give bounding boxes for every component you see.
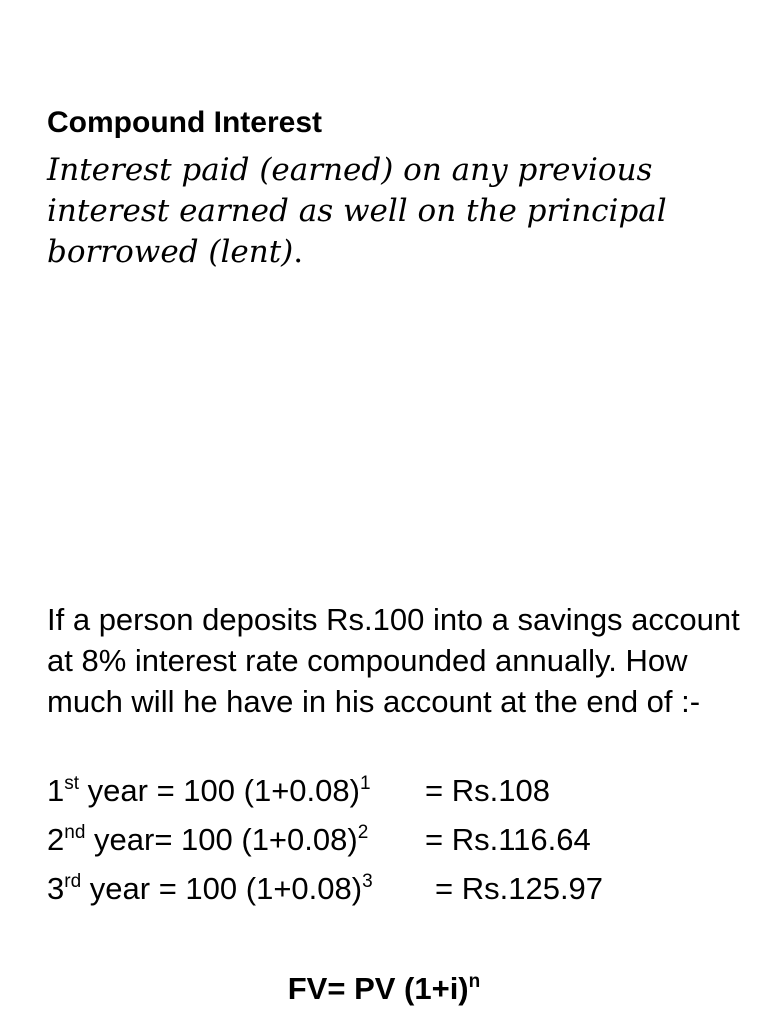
calculation-expression: year= 100 (1+0.08) (94, 822, 358, 857)
calculation-expression: year = 100 (1+0.08) (89, 871, 363, 906)
page-title: Compound Interest (47, 106, 322, 139)
calculation-exponent: 3 (362, 871, 373, 892)
calculation-result: = Rs.108 (425, 773, 550, 808)
calculation-row-year-3 (47, 871, 604, 907)
definition-body: Interest paid (earned) on any previous interest earned as well on the principal borrowed (lent) (47, 152, 667, 270)
ordinal-number: 3 (47, 871, 65, 906)
ordinal-suffix: nd (64, 822, 86, 843)
calculation-row-year-2 (47, 822, 591, 858)
ordinal-suffix: st (64, 773, 80, 794)
calculation-exponent: 2 (357, 822, 369, 843)
formula-exponent: n (468, 971, 481, 992)
ordinal-number: 2 (47, 822, 65, 857)
calculation-expression: year = 100 (1+0.08) (87, 773, 360, 808)
calculation-row-year-1 (47, 773, 550, 809)
question-text: If a person deposits Rs.100 into a savings account at 8% interest rate compounded annually. How much will he have in his account at the end of :- (47, 602, 740, 719)
definition-end-punctuation: . (293, 234, 304, 270)
calculation-exponent: 1 (359, 773, 371, 794)
definition-text (47, 150, 747, 273)
ordinal-suffix: rd (64, 871, 82, 892)
calculation-result: = Rs.125.97 (435, 871, 604, 906)
calculation-result: = Rs.116.64 (425, 822, 591, 857)
ordinal-number: 1 (47, 773, 65, 808)
future-value-formula (0, 969, 768, 1009)
formula-base: FV= PV (1+i) (287, 971, 469, 1006)
